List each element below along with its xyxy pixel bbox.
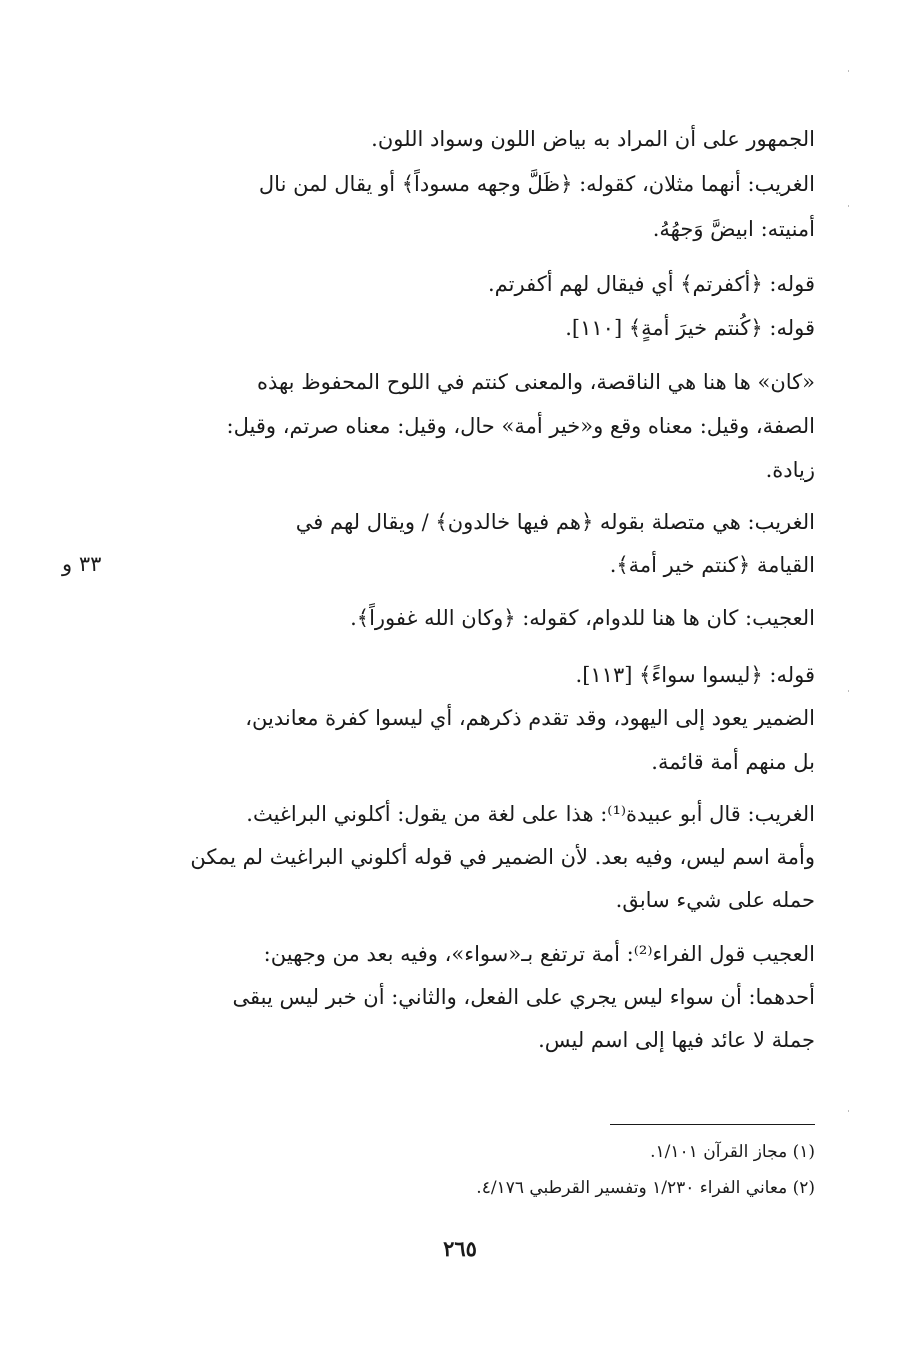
text-line: الغريب: قال أبو عبيدة⁽¹⁾: هذا على لغة من يقول: أكلوني البراغيث.	[246, 802, 815, 826]
text-line: أمنيته: ابيضَّ وَجهُهُ.	[652, 217, 815, 241]
text-line: العجيب قول الفراء⁽²⁾: أمة ترتفع بـ«سواء»، وفيه بعد من وجهين:	[263, 942, 815, 966]
footnote: (١) مجاز القرآن ١/١٠١.	[650, 1142, 815, 1162]
text-line: حمله على شيء سابق.	[615, 888, 815, 912]
text-line: قوله: ﴿أكفرتم﴾ أي فيقال لهم أكفرتم.	[488, 272, 815, 296]
scan-artifact	[848, 205, 849, 207]
footnote-divider	[610, 1124, 815, 1125]
text-line: قوله: ﴿ليسوا سواءً﴾ [١١٣].	[575, 663, 815, 687]
text-line: وأمة اسم ليس، وفيه بعد. لأن الضمير في قوله أكلوني البراغيث لم يمكن	[190, 845, 815, 869]
text-line: «كان» ها هنا هي الناقصة، والمعنى كنتم في اللوح المحفوظ بهذه	[256, 370, 815, 394]
text-line: جملة لا عائد فيها إلى اسم ليس.	[538, 1028, 815, 1052]
text-line: زيادة.	[765, 458, 815, 482]
text-line: الغريب: هي متصلة بقوله ﴿هم فيها خالدون﴾ / ويقال لهم في	[295, 510, 815, 534]
scan-artifact	[848, 1110, 849, 1112]
text-line: قوله: ﴿كُنتم خيرَ أمةٍ﴾ [١١٠].	[565, 316, 815, 340]
text-line: العجيب: كان ها هنا للدوام، كقوله: ﴿وكان الله غفوراً﴾.	[350, 606, 815, 630]
text-line: أحدهما: أن سواء ليس يجري على الفعل، والثاني: أن خبر ليس يبقى	[232, 985, 815, 1009]
text-line: الضمير يعود إلى اليهود، وقد تقدم ذكرهم، أي ليسوا كفرة معاندين،	[245, 706, 815, 730]
text-line: بل منهم أمة قائمة.	[651, 750, 815, 774]
scan-artifact	[848, 70, 849, 72]
text-line: الصفة، وقيل: معناه وقع و«خير أمة» حال، وقيل: معناه صرتم، وقيل:	[226, 414, 815, 438]
text-line: القيامة ﴿كنتم خير أمة﴾.	[609, 553, 815, 577]
manuscript-folio-note: ٣٣ و	[62, 552, 102, 576]
page-number: ٢٦٥	[443, 1236, 477, 1261]
scan-artifact	[848, 690, 849, 692]
text-line: الغريب: أنهما مثلان، كقوله: ﴿ظَلَّ وجهه مسوداً﴾ أو يقال لمن نال	[258, 172, 815, 196]
footnote: (٢) معاني الفراء ١/٢٣٠ وتفسير القرطبي ٤/١٧٦.	[476, 1178, 815, 1198]
text-line: الجمهور على أن المراد به بياض اللون وسواد اللون.	[371, 127, 815, 151]
